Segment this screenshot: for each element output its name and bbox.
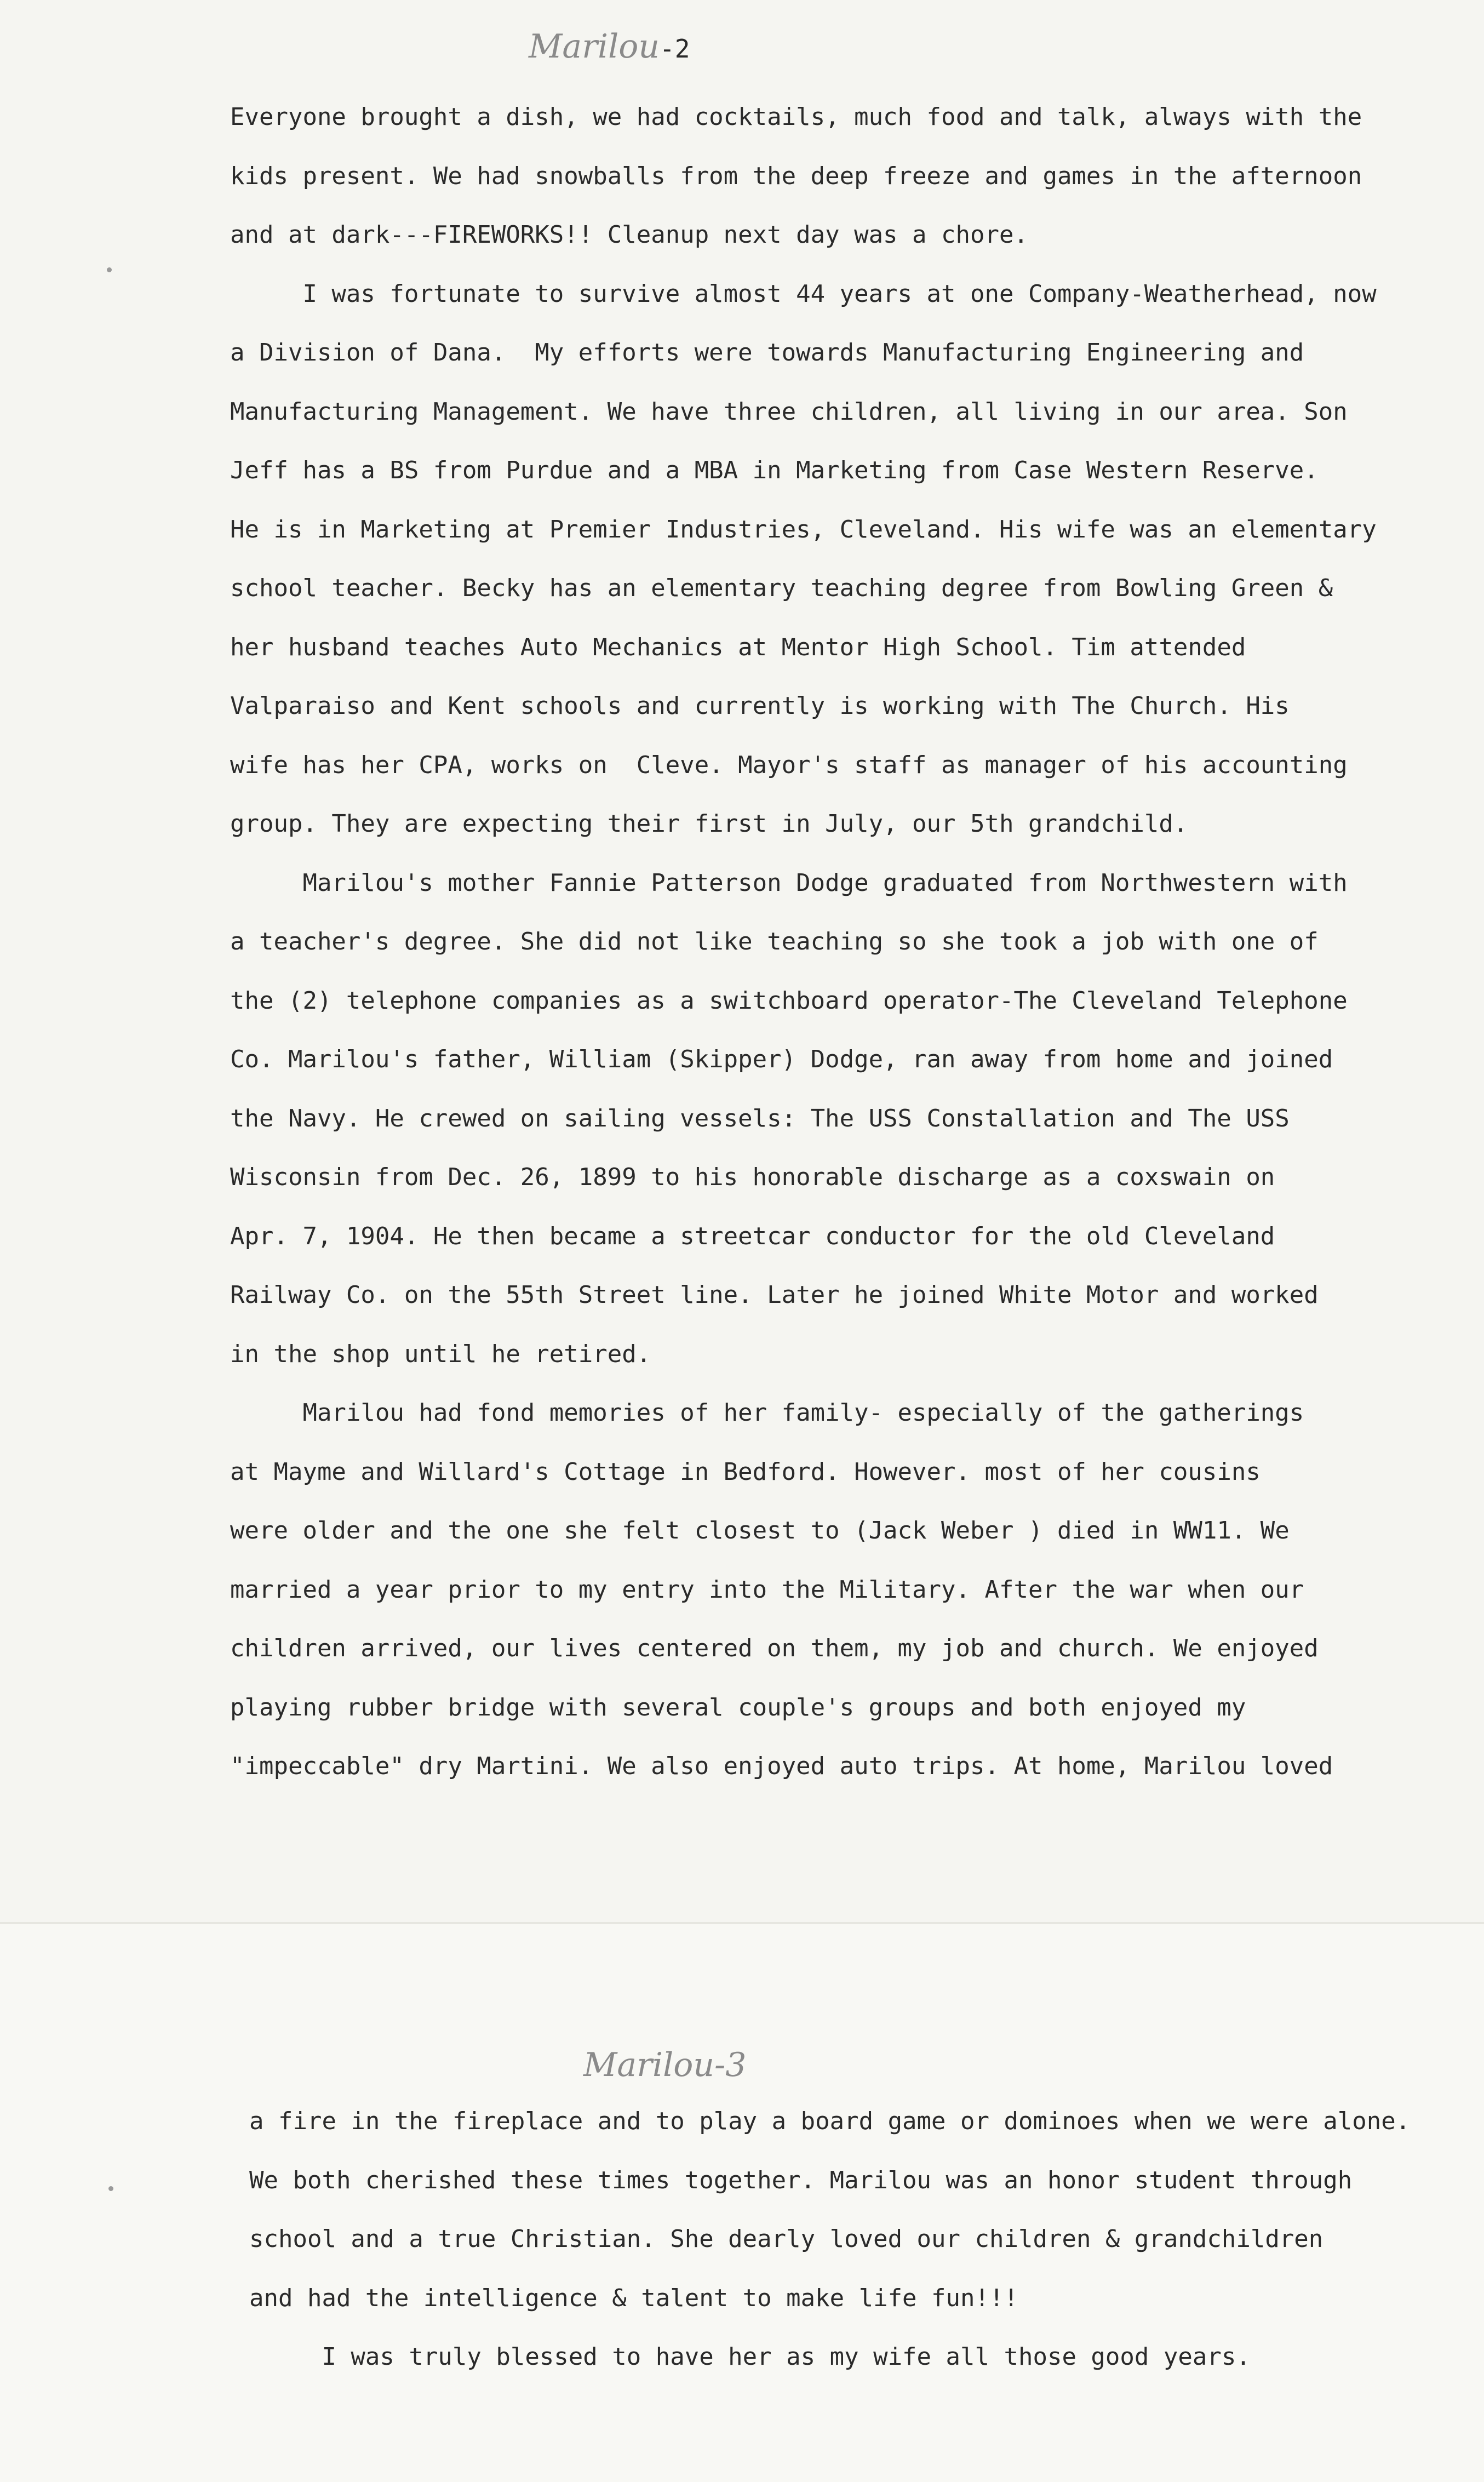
handwritten-page-label: Marilou-3 bbox=[583, 2046, 747, 2084]
text-line: I was truly blessed to have her as my wife all those good years. bbox=[249, 2343, 1251, 2371]
text-line: and at dark---FIREWORKS!! Cleanup next day was a chore. bbox=[230, 221, 1028, 249]
handwritten-page-label: Marilou bbox=[529, 27, 660, 66]
text-line: her husband teaches Auto Mechanics at Mentor High School. Tim attended bbox=[230, 633, 1246, 661]
text-line: Everyone brought a dish, we had cocktails, much food and talk, always with the bbox=[230, 103, 1362, 131]
text-line: Railway Co. on the 55th Street line. Later he joined White Motor and worked bbox=[230, 1281, 1319, 1309]
text-line: Marilou had fond memories of her family- especially of the gatherings bbox=[230, 1399, 1304, 1427]
text-line: at Mayme and Willard's Cottage in Bedford. However. most of her cousins bbox=[230, 1457, 1260, 1486]
text-line: group. They are expecting their first in July, our 5th grandchild. bbox=[230, 810, 1188, 838]
text-line: Jeff has a BS from Purdue and a MBA in Marketing from Case Western Reserve. bbox=[230, 456, 1319, 484]
text-line: I was fortunate to survive almost 44 years at one Company-Weatherhead, now bbox=[230, 279, 1377, 308]
page-3-label bbox=[583, 2046, 746, 2084]
text-line: a Division of Dana. My efforts were towards Manufacturing Engineering and bbox=[230, 339, 1304, 367]
typed-page-number: -2 bbox=[660, 34, 690, 64]
text-line: and had the intelligence & talent to make life fun!!! bbox=[249, 2284, 1018, 2312]
paper-speck bbox=[108, 2186, 113, 2191]
text-line: "impeccable" dry Martini. We also enjoyed auto trips. At home, Marilou loved bbox=[230, 1752, 1333, 1780]
text-line: school teacher. Becky has an elementary teaching degree from Bowling Green & bbox=[230, 574, 1333, 602]
text-line: a teacher's degree. She did not like teaching so she took a job with one of bbox=[230, 928, 1319, 956]
page-3-text bbox=[249, 2092, 1410, 2387]
text-line: school and a true Christian. She dearly loved our children & grandchildren bbox=[249, 2225, 1323, 2253]
page-2-label bbox=[529, 27, 690, 66]
page-2-text bbox=[230, 88, 1377, 1796]
text-line: were older and the one she felt closest to (Jack Weber ) died in WW11. We bbox=[230, 1517, 1290, 1545]
text-line: Manufacturing Management. We have three children, all living in our area. Son bbox=[230, 397, 1348, 426]
text-line: Apr. 7, 1904. He then became a streetcar conductor for the old Cleveland bbox=[230, 1222, 1275, 1250]
text-line: children arrived, our lives centered on them, my job and church. We enjoyed bbox=[230, 1634, 1319, 1662]
text-line: Co. Marilou's father, William (Skipper) Dodge, ran away from home and joined bbox=[230, 1045, 1333, 1073]
text-line: kids present. We had snowballs from the deep freeze and games in the afternoon bbox=[230, 162, 1362, 190]
text-line: the (2) telephone companies as a switchboard operator-The Cleveland Telephone bbox=[230, 986, 1348, 1015]
text-line: Marilou's mother Fannie Patterson Dodge graduated from Northwestern with bbox=[230, 868, 1348, 897]
text-line: wife has her CPA, works on Cleve. Mayor's staff as manager of his accounting bbox=[230, 751, 1348, 779]
text-line: Wisconsin from Dec. 26, 1899 to his honorable discharge as a coxswain on bbox=[230, 1163, 1275, 1191]
text-line: Valparaiso and Kent schools and currently is working with The Church. His bbox=[230, 692, 1290, 720]
text-line: We both cherished these times together. Marilou was an honor student through bbox=[249, 2166, 1353, 2194]
text-line: He is in Marketing at Premier Industries, Cleveland. His wife was an elementary bbox=[230, 515, 1377, 544]
text-line: in the shop until he retired. bbox=[230, 1340, 651, 1368]
paper-speck bbox=[107, 267, 112, 272]
text-line: a fire in the fireplace and to play a board game or dominoes when we were alone. bbox=[249, 2107, 1411, 2135]
text-line: the Navy. He crewed on sailing vessels: The USS Constallation and The USS bbox=[230, 1104, 1290, 1133]
text-line: married a year prior to my entry into the Military. After the war when our bbox=[230, 1575, 1304, 1604]
text-line: playing rubber bridge with several couple's groups and both enjoyed my bbox=[230, 1693, 1246, 1722]
